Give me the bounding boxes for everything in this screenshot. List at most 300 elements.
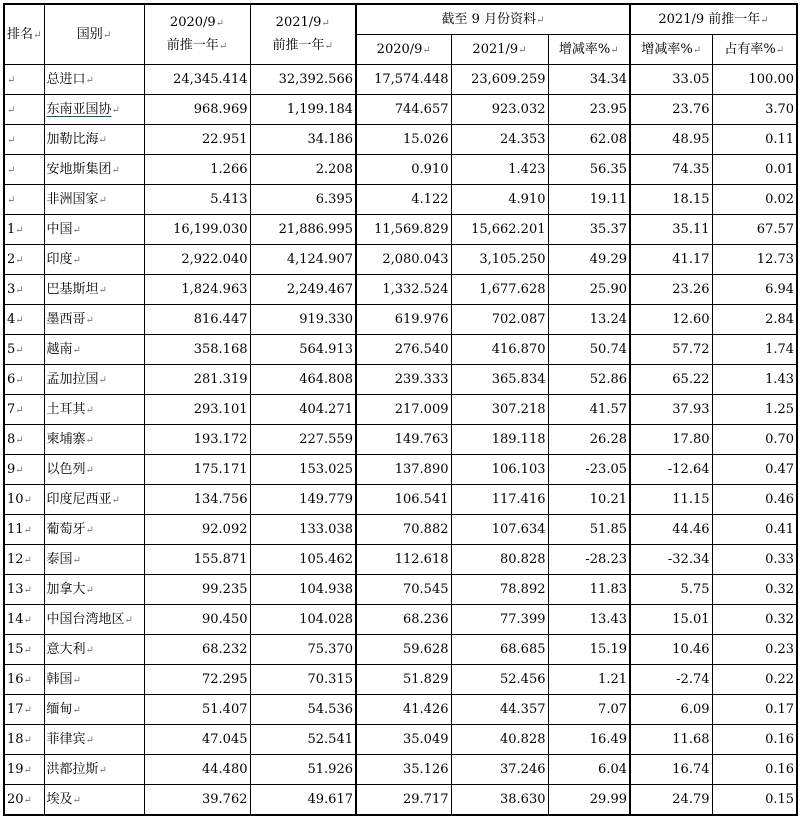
rolling-2021-cell (250, 515, 356, 545)
paragraph-mark-icon: ↵ (111, 104, 120, 116)
rolling-2021-cell (250, 485, 356, 515)
rank-cell-value: 15 (7, 641, 24, 657)
rank-cell (4, 635, 44, 665)
paragraph-mark-icon: ↵ (72, 674, 81, 686)
ytd-growth-cell-value: -23.05 (585, 462, 627, 477)
ytd-2020-cell (356, 275, 451, 305)
rolling-2021-cell-value: 464.808 (299, 372, 353, 387)
rolling-2020-cell (144, 155, 250, 185)
ytd-2020-cell (356, 635, 451, 665)
rolling-2020-cell-value: 44.480 (202, 762, 248, 777)
rolling-2021-cell-value: 34.186 (307, 132, 353, 147)
rank-cell-value: 6 (7, 371, 16, 387)
rolling-growth-cell (630, 545, 712, 575)
paragraph-mark-icon: ↵ (98, 194, 107, 206)
rolling-share-cell (712, 575, 797, 605)
rolling-share-cell-value: 0.11 (765, 132, 795, 147)
ytd-2021-cell-value: 416.870 (491, 342, 546, 357)
country-cell (44, 455, 144, 485)
ytd-2021-cell-value: 107.634 (491, 522, 546, 537)
ytd-2020-cell-value: 41.426 (403, 702, 449, 717)
ytd-2020-cell-value: 11,569.829 (374, 222, 449, 237)
rolling-2020-cell-value: 16,199.030 (173, 222, 248, 237)
rolling-2020-cell-value: 24,345.414 (173, 72, 248, 87)
ytd-2020-cell (356, 575, 451, 605)
ytd-2020-cell (356, 335, 451, 365)
ytd-2020-cell-value: 0.910 (411, 162, 449, 177)
ytd-growth-cell (548, 545, 630, 575)
country-cell (44, 575, 144, 605)
rolling-share-cell (712, 125, 797, 155)
rolling-2021-cell-value: 919.330 (299, 312, 353, 327)
country-cell-value: 巴基斯坦 (46, 281, 99, 297)
rolling-growth-cell (630, 515, 712, 545)
ytd-2020-cell-value: 1,332.524 (382, 282, 449, 297)
country-cell (44, 635, 144, 665)
summary-rows (4, 65, 797, 215)
ytd-2020-cell (356, 755, 451, 785)
country-cell (44, 155, 144, 185)
rolling-share-cell-value: 0.16 (765, 732, 795, 747)
ytd-growth-cell-value: 62.08 (589, 132, 627, 147)
paragraph-mark-icon: ↵ (15, 224, 24, 236)
ytd-2021-cell (451, 455, 548, 485)
rolling-share-cell (712, 185, 797, 215)
rank-cell-value: 20 (7, 791, 24, 807)
ytd-growth-header: 增减率%↵ (548, 35, 630, 65)
rolling-2021-cell-value: 75.370 (307, 642, 353, 657)
paragraph-mark-icon: ↵ (7, 74, 16, 86)
rolling-2020-cell (144, 425, 250, 455)
rank-cell (4, 65, 44, 95)
paragraph-mark-icon: ↵ (7, 164, 16, 176)
rolling-share-cell-value: 0.02 (765, 192, 795, 207)
rolling-2020-cell (144, 665, 250, 695)
paragraph-mark-icon: ↵ (23, 554, 32, 566)
rolling-2020-cell (144, 755, 250, 785)
rolling-2021-cell (250, 335, 356, 365)
rolling-growth-cell-value: 15.01 (672, 612, 710, 627)
table-row (4, 185, 797, 215)
paragraph-mark-icon: ↵ (85, 74, 94, 86)
rolling-share-cell-value: 3.70 (765, 102, 795, 117)
ytd-2021-cell (451, 695, 548, 725)
paragraph-mark-icon: ↵ (85, 734, 94, 746)
rolling-share-cell-value: 100.00 (748, 72, 795, 87)
rolling-growth-cell-value: -32.34 (667, 552, 710, 567)
ytd-growth-cell (548, 575, 630, 605)
rank-cell-value: 14 (7, 611, 24, 627)
paragraph-mark-icon: ↵ (98, 374, 107, 386)
rolling-growth-cell (630, 755, 712, 785)
rolling-share-cell-value: 0.22 (765, 672, 795, 687)
rank-cell-value: 2 (7, 251, 16, 267)
rolling-growth-cell-value: 41.17 (672, 252, 710, 267)
rolling-2020-cell-value: 155.871 (193, 552, 248, 567)
ytd-2020-cell (356, 185, 451, 215)
rolling-growth-cell (630, 635, 712, 665)
paragraph-mark-icon: ↵ (111, 164, 120, 176)
rolling-share-cell (712, 455, 797, 485)
rolling-2021-cell-value: 153.025 (299, 462, 353, 477)
paragraph-mark-icon: ↵ (15, 434, 24, 446)
paragraph-mark-icon: ↵ (85, 404, 94, 416)
country-cell-value: 菲律宾 (46, 731, 86, 747)
rolling-growth-cell-value: 24.79 (672, 792, 710, 807)
rank-cell (4, 185, 44, 215)
paragraph-mark-icon: ↵ (23, 614, 32, 626)
rolling-2020-cell (144, 305, 250, 335)
ytd-growth-cell (548, 665, 630, 695)
rolling-share-cell-value: 1.25 (765, 402, 795, 417)
rolling-share-cell (712, 665, 797, 695)
rank-cell-value: 18 (7, 731, 24, 747)
ytd-growth-cell-value: 34.34 (589, 72, 627, 87)
ytd-2021-cell-value: 38.630 (500, 792, 546, 807)
ytd-2020-cell-value: 4.122 (411, 192, 449, 207)
ytd-2021-cell (451, 635, 548, 665)
ytd-2020-cell-value: 149.763 (394, 432, 449, 447)
country-cell-value: 越南 (46, 341, 73, 357)
paragraph-mark-icon: ↵ (15, 464, 24, 476)
ytd-2020-cell-value: 744.657 (394, 102, 449, 117)
ytd-2021-cell (451, 95, 548, 125)
ytd-2021-cell-value: 68.685 (500, 642, 546, 657)
rank-cell-value: 7 (7, 401, 16, 417)
paragraph-mark-icon: ↵ (23, 794, 32, 806)
ytd-growth-cell-value: 13.24 (589, 312, 627, 327)
rolling-2020-cell (144, 65, 250, 95)
ytd-growth-cell-value: 19.11 (589, 192, 627, 207)
rolling-share-cell (712, 245, 797, 275)
rolling-share-cell (712, 785, 797, 816)
ytd-2020-cell-value: 51.829 (403, 672, 449, 687)
ytd-growth-cell (548, 725, 630, 755)
rolling-growth-cell-value: 6.09 (680, 702, 710, 717)
ytd-growth-cell-value: 15.19 (589, 642, 627, 657)
ytd-2020-cell (356, 455, 451, 485)
rolling-growth-cell (630, 335, 712, 365)
ytd-2020-cell-value: 217.009 (394, 402, 449, 417)
country-cell (44, 605, 144, 635)
rolling-2021-cell (250, 305, 356, 335)
country-cell-value: 加拿大 (46, 581, 86, 597)
rolling-2021-cell-value: 21,886.995 (278, 222, 353, 237)
rolling-growth-cell (630, 215, 712, 245)
rolling-growth-cell (630, 425, 712, 455)
rolling-2020-cell (144, 215, 250, 245)
rolling-2020-cell-value: 1,824.963 (181, 282, 248, 297)
rolling-growth-cell-value: 44.46 (672, 522, 710, 537)
paragraph-mark-icon: ↵ (85, 314, 94, 326)
ytd-growth-cell (548, 65, 630, 95)
ytd-growth-cell-value: 49.29 (589, 252, 627, 267)
country-cell-value: 缅甸 (46, 701, 73, 717)
rolling-2021-cell-value: 105.462 (299, 552, 353, 567)
rank-cell-value: 5 (7, 341, 16, 357)
rolling-growth-cell (630, 245, 712, 275)
rolling-growth-cell-value: 11.68 (672, 732, 710, 747)
table-row (4, 365, 797, 395)
rolling-2020-cell (144, 785, 250, 816)
country-cell-value: 非洲国家 (46, 191, 99, 207)
table-row (4, 785, 797, 816)
rolling-2020-cell-value: 175.171 (193, 462, 248, 477)
ytd-growth-cell (548, 395, 630, 425)
rolling-2020-cell (144, 275, 250, 305)
ytd-growth-cell (548, 785, 630, 816)
rolling-share-cell-value: 67.57 (756, 222, 795, 237)
paragraph-mark-icon: ↵ (15, 374, 24, 386)
ytd-growth-cell-value: 11.83 (589, 582, 627, 597)
ytd-2021-header: 2021/9↵ (451, 35, 548, 65)
paragraph-mark-icon: ↵ (72, 794, 81, 806)
ytd-growth-cell (548, 335, 630, 365)
rank-cell (4, 575, 44, 605)
table-row (4, 155, 797, 185)
table-row (4, 305, 797, 335)
rank-cell (4, 125, 44, 155)
rolling-share-cell (712, 605, 797, 635)
rolling-share-cell (712, 155, 797, 185)
ytd-2020-cell (356, 95, 451, 125)
ytd-2021-cell (451, 425, 548, 455)
paragraph-mark-icon: ↵ (85, 644, 94, 656)
ytd-2021-cell-value: 1,677.628 (479, 282, 546, 297)
ytd-2020-cell (356, 215, 451, 245)
paragraph-mark-icon: ↵ (85, 434, 94, 446)
paragraph-mark-icon: ↵ (72, 704, 81, 716)
rolling-growth-cell-value: 23.76 (672, 102, 710, 117)
rolling-share-cell (712, 725, 797, 755)
country-cell (44, 425, 144, 455)
rolling-growth-cell-value: 10.46 (672, 642, 710, 657)
country-cell-value: 印度 (46, 251, 73, 267)
ytd-2021-cell (451, 335, 548, 365)
rank-cell (4, 665, 44, 695)
rolling-2020-cell (144, 605, 250, 635)
paragraph-mark-icon: ↵ (7, 104, 16, 116)
ytd-2020-cell-value: 17,574.448 (374, 72, 449, 87)
rolling-share-cell (712, 545, 797, 575)
rolling-2020-cell-value: 92.092 (202, 522, 248, 537)
paragraph-mark-icon: ↵ (23, 674, 32, 686)
rolling-2020-cell (144, 395, 250, 425)
table-row (4, 395, 797, 425)
country-cell-value: 葡萄牙 (46, 521, 86, 537)
country-cell (44, 305, 144, 335)
paragraph-mark-icon: ↵ (72, 344, 81, 356)
rolling-share-cell (712, 425, 797, 455)
rolling-share-cell (712, 305, 797, 335)
country-cell (44, 725, 144, 755)
rank-cell (4, 245, 44, 275)
ytd-growth-cell-value: 7.07 (598, 702, 627, 717)
ytd-growth-cell-value: 51.85 (589, 522, 627, 537)
rank-cell (4, 545, 44, 575)
rank-cell (4, 455, 44, 485)
ytd-2021-cell (451, 785, 548, 816)
ytd-2020-cell-value: 112.618 (394, 552, 449, 567)
rolling-2021-cell (250, 215, 356, 245)
rank-cell (4, 695, 44, 725)
rolling-2021-cell-value: 70.315 (307, 672, 353, 687)
rank-cell (4, 605, 44, 635)
rolling-share-cell-value: 0.32 (765, 582, 795, 597)
rolling-growth-cell-value: 35.11 (672, 222, 710, 237)
rolling-2021-cell-value: 2,249.467 (286, 282, 353, 297)
country-cell (44, 185, 144, 215)
ytd-growth-cell-value: 13.43 (589, 612, 627, 627)
ytd-2020-cell-value: 276.540 (394, 342, 449, 357)
country-cell-value: 意大利 (46, 641, 86, 657)
ytd-growth-cell-value: 56.35 (589, 162, 627, 177)
rolling-share-cell (712, 65, 797, 95)
rolling-2021-cell-value: 149.779 (299, 492, 353, 507)
rolling-growth-cell (630, 365, 712, 395)
table-row (4, 635, 797, 665)
table-row (4, 665, 797, 695)
rank-cell-value: 17 (7, 701, 24, 717)
country-cell-value: 以色列 (46, 461, 86, 477)
rank-cell-value: 13 (7, 581, 24, 597)
rolling-2021-cell-value: 104.938 (299, 582, 353, 597)
rolling-share-cell (712, 365, 797, 395)
rolling-2021-cell (250, 125, 356, 155)
ytd-growth-cell (548, 605, 630, 635)
rank-cell (4, 275, 44, 305)
ytd-2020-cell-value: 239.333 (394, 372, 449, 387)
ytd-2021-cell (451, 545, 548, 575)
rolling-2020-cell-value: 281.319 (193, 372, 248, 387)
rolling-share-cell-value: 0.46 (765, 492, 795, 507)
rolling-growth-cell-value: 23.26 (672, 282, 710, 297)
rolling-share-cell-value: 6.94 (765, 282, 795, 297)
rolling-share-cell-value: 2.84 (765, 312, 795, 327)
ytd-growth-cell-value: 23.95 (589, 102, 627, 117)
table-row (4, 245, 797, 275)
country-cell (44, 785, 144, 816)
rolling-2021-cell (250, 755, 356, 785)
rolling-growth-cell-value: 11.15 (672, 492, 710, 507)
country-cell (44, 545, 144, 575)
paragraph-mark-icon: ↵ (72, 224, 81, 236)
rolling-share-cell (712, 395, 797, 425)
country-cell-value: 东南亚国协 (46, 101, 112, 117)
country-cell (44, 95, 144, 125)
table-row (4, 215, 797, 245)
country-cell (44, 755, 144, 785)
ytd-2021-cell (451, 185, 548, 215)
paragraph-mark-icon: ↵ (111, 494, 120, 506)
rolling-share-cell-value: 0.41 (765, 522, 795, 537)
country-cell (44, 215, 144, 245)
rolling-2020-cell-value: 22.951 (202, 132, 248, 147)
ytd-2020-cell (356, 125, 451, 155)
rank-cell (4, 425, 44, 455)
rolling-2020-cell-value: 2,922.040 (181, 252, 248, 267)
ytd-2020-cell-value: 68.236 (403, 612, 449, 627)
rolling-growth-cell-value: 5.75 (680, 582, 710, 597)
rolling-growth-cell-value: 74.35 (672, 162, 710, 177)
rank-cell (4, 95, 44, 125)
ytd-2020-cell-value: 15.026 (403, 132, 449, 147)
ytd-2021-cell-value: 117.416 (491, 492, 546, 507)
ytd-growth-cell (548, 455, 630, 485)
ytd-2021-cell (451, 275, 548, 305)
ytd-2021-cell (451, 395, 548, 425)
rolling-2020-cell (144, 125, 250, 155)
country-cell-value: 印度尼西亚 (46, 491, 112, 507)
rank-cell (4, 395, 44, 425)
ytd-2020-cell (356, 245, 451, 275)
ytd-2020-cell (356, 665, 451, 695)
rank-cell-value: 12 (7, 551, 24, 567)
table-row (4, 455, 797, 485)
paragraph-mark-icon: ↵ (85, 524, 94, 536)
rolling-2020-cell-value: 99.235 (202, 582, 248, 597)
rolling-2020-cell (144, 515, 250, 545)
ytd-2021-cell (451, 485, 548, 515)
rolling-2020-header: 2020/9↵ 前推一年↵ (144, 4, 250, 65)
paragraph-mark-icon: ↵ (7, 134, 16, 146)
ytd-2020-cell (356, 395, 451, 425)
rolling-growth-cell (630, 455, 712, 485)
country-cell-value: 安地斯集团 (46, 161, 112, 177)
rolling-2021-cell-value: 6.395 (315, 192, 353, 207)
rolling-share-cell (712, 485, 797, 515)
rolling-2021-cell-value: 2.208 (315, 162, 353, 177)
rank-cell (4, 725, 44, 755)
rolling-2021-cell (250, 605, 356, 635)
rolling-growth-cell-value: 16.74 (672, 762, 710, 777)
ytd-2020-cell-value: 619.976 (394, 312, 449, 327)
ytd-2021-cell-value: 24.353 (500, 132, 546, 147)
rank-cell-value: 9 (7, 461, 16, 477)
rank-cell-value: 3 (7, 281, 16, 297)
country-header: 国别↵ (44, 4, 144, 65)
ytd-2021-cell (451, 605, 548, 635)
table-row (4, 335, 797, 365)
rolling-2020-cell-value: 134.756 (193, 492, 248, 507)
rolling-growth-cell-value: 57.72 (672, 342, 710, 357)
ytd-growth-cell-value: 25.90 (589, 282, 627, 297)
rolling-share-cell (712, 335, 797, 365)
ytd-growth-cell (548, 695, 630, 725)
ytd-growth-cell-value: -28.23 (585, 552, 627, 567)
table-row (4, 725, 797, 755)
rolling-2021-cell (250, 785, 356, 816)
import-statistics-table (3, 3, 798, 816)
table-row (4, 425, 797, 455)
ytd-growth-cell-value: 1.21 (598, 672, 627, 687)
ytd-2021-cell-value: 15,662.201 (471, 222, 546, 237)
paragraph-mark-icon: ↵ (72, 554, 81, 566)
rolling-growth-cell-value: -2.74 (676, 672, 710, 687)
ytd-2021-cell-value: 1.423 (508, 162, 546, 177)
country-cell (44, 365, 144, 395)
rolling-2020-cell-value: 72.295 (202, 672, 248, 687)
ytd-2020-cell-value: 35.126 (403, 762, 449, 777)
ytd-growth-cell-value: 29.99 (589, 792, 627, 807)
ytd-2020-cell-value: 2,080.043 (382, 252, 449, 267)
rolling-share-cell-value: 0.01 (765, 162, 795, 177)
country-cell (44, 335, 144, 365)
country-cell-value: 中国 (46, 221, 73, 237)
rolling-2020-cell-value: 358.168 (193, 342, 248, 357)
rank-cell (4, 515, 44, 545)
table-row (4, 695, 797, 725)
